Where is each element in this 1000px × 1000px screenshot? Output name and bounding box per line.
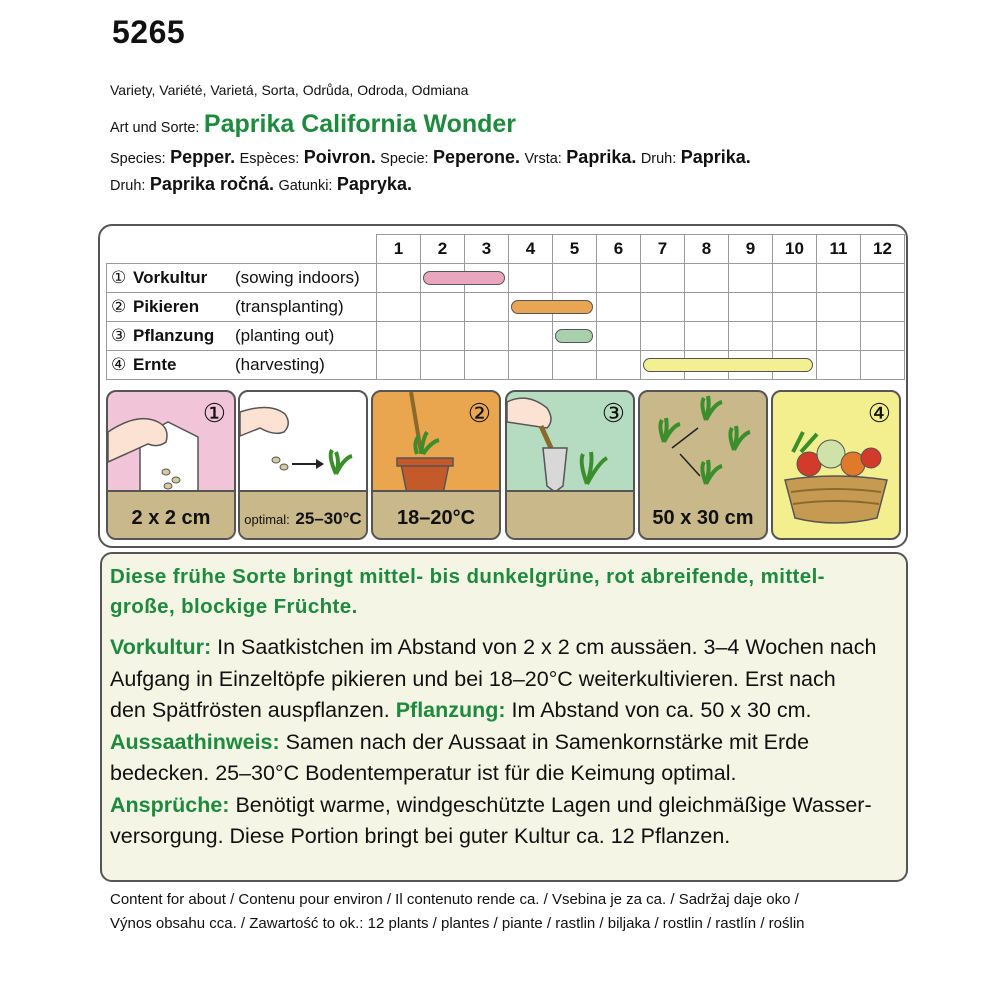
tile-caption: 18–20°C: [396, 507, 476, 529]
art-label: Art und Sorte:: [110, 120, 200, 136]
footer-line-2: Výnos obsahu cca. / Zawartość to ok.: 12 plants / plantes / piante / rastlin / biljaka / rostlin / rastlín / roślin: [110, 915, 805, 932]
variety-labels: Variety, Variété, Varietá, Sorta, Odrůda, Odroda, Odmiana: [110, 82, 469, 98]
month-label: 4: [509, 235, 553, 264]
month-label: 2: [421, 235, 465, 264]
species-label: Specie:: [380, 151, 429, 167]
stage-row: [107, 322, 905, 351]
month-label: 7: [641, 235, 685, 264]
stage-row: [107, 293, 905, 322]
calendar-bar-vorkultur: [423, 271, 506, 285]
tile-caption: optimal: 25–30°C: [244, 509, 362, 528]
species-label: Vrsta:: [524, 151, 562, 167]
species-label: Druh:: [640, 151, 677, 167]
aussaat-label: Aussaathinweis:: [110, 729, 280, 754]
month-label: 6: [597, 235, 641, 264]
tile-sowing: [106, 390, 236, 540]
step-number: ④: [867, 398, 891, 428]
tile-caption: 50 x 30 cm: [652, 507, 754, 529]
tile-transplanting: [371, 390, 501, 540]
species-label: Druh:: [110, 178, 146, 194]
species-line-2: Druh: Paprika ročná. Gatunki: Papryka.: [110, 174, 412, 194]
species-label: Species:: [110, 151, 166, 167]
stage-row: [107, 264, 905, 293]
stage-label: ① Vorkultur (sowing indoors): [107, 264, 377, 293]
variety-name: Paprika California Wonder: [203, 110, 517, 138]
stage-label: ② Pikieren (transplanting): [107, 293, 377, 322]
species-value: Paprika ročná: [149, 174, 269, 194]
month-label: 12: [861, 235, 905, 264]
product-code: 5265: [112, 14, 186, 50]
intro-text: Diese frühe Sorte bringt mittel- bis dunkelgrüne, rot abreifende, mittel- große, blockige Früchte.: [110, 565, 825, 618]
species-value: Peperone: [433, 147, 516, 167]
month-label: 5: [553, 235, 597, 264]
calendar-bar-pikieren: [511, 300, 594, 314]
ansprueche-label: Ansprüche:: [110, 792, 230, 817]
species-value: Paprika: [680, 147, 746, 167]
month-label: 1: [377, 235, 421, 264]
step-number: ③: [601, 398, 625, 428]
step-number: ①: [202, 398, 226, 428]
calendar-bar-ernte: [643, 358, 814, 372]
pflanzung-label: Pflanzung:: [395, 698, 506, 722]
tile-planting-out: [505, 390, 635, 540]
month-label: 9: [729, 235, 773, 264]
tile-germination: [238, 390, 368, 540]
stage-label: ④ Ernte (harvesting): [107, 351, 377, 380]
species-value: Pepper: [170, 147, 231, 167]
species-line-1: Species: Pepper. Espèces: Poivron. Specie: Peperone. Vrsta: Paprika. Druh: Paprika.: [110, 147, 751, 167]
species-label: Gatunki:: [278, 178, 333, 194]
variety-row: [110, 110, 516, 139]
calendar-bar-pflanzung: [555, 329, 594, 343]
stage-label: ③ Pflanzung (planting out): [107, 322, 377, 351]
tile-harvesting: [771, 390, 901, 540]
footer-line-1: Content for about / Contenu pour environ / Il contenuto rende ca. / Vsebina je za ca. / Sadržaj daje oko /: [110, 891, 799, 908]
species-value: Papryka: [336, 174, 407, 194]
species-label: Espèces:: [239, 151, 300, 167]
species-value: Paprika: [566, 147, 632, 167]
tile-caption: 2 x 2 cm: [131, 507, 211, 529]
step-number: ②: [467, 398, 491, 428]
month-header-row: [107, 235, 905, 264]
cultivation-text: Vorkultur: In Saatkistchen im Abstand von 2 x 2 cm aussäen. 3–4 Wochen nach Aufgang in Einzeltöpfe pikieren und bei 18–20°C weiterkultivieren. Erst nach den Spätfrösten auspflanzen. Pflanzung: Im Abstand von ca. 50 x 30 cm. Aussaathinweis: Samen nach der Aussaat in Samenkornstärke mit Erde bedecken. 25–30°C Bodentemperatur ist für die Keimung optimal. Ansprüche: Benötigt warme, windgeschützte Lagen und gleichmäßige Wasser- versorgung. Diese Portion bringt bei guter Kultur ca. 12 Pflanzen.: [110, 635, 877, 848]
tile-spacing: [638, 390, 768, 540]
vorkultur-label: Vorkultur:: [110, 635, 212, 659]
species-value: Poivron: [303, 147, 371, 167]
month-label: 3: [465, 235, 509, 264]
month-label: 10: [773, 235, 817, 264]
month-label: 11: [817, 235, 861, 264]
month-label: 8: [685, 235, 729, 264]
